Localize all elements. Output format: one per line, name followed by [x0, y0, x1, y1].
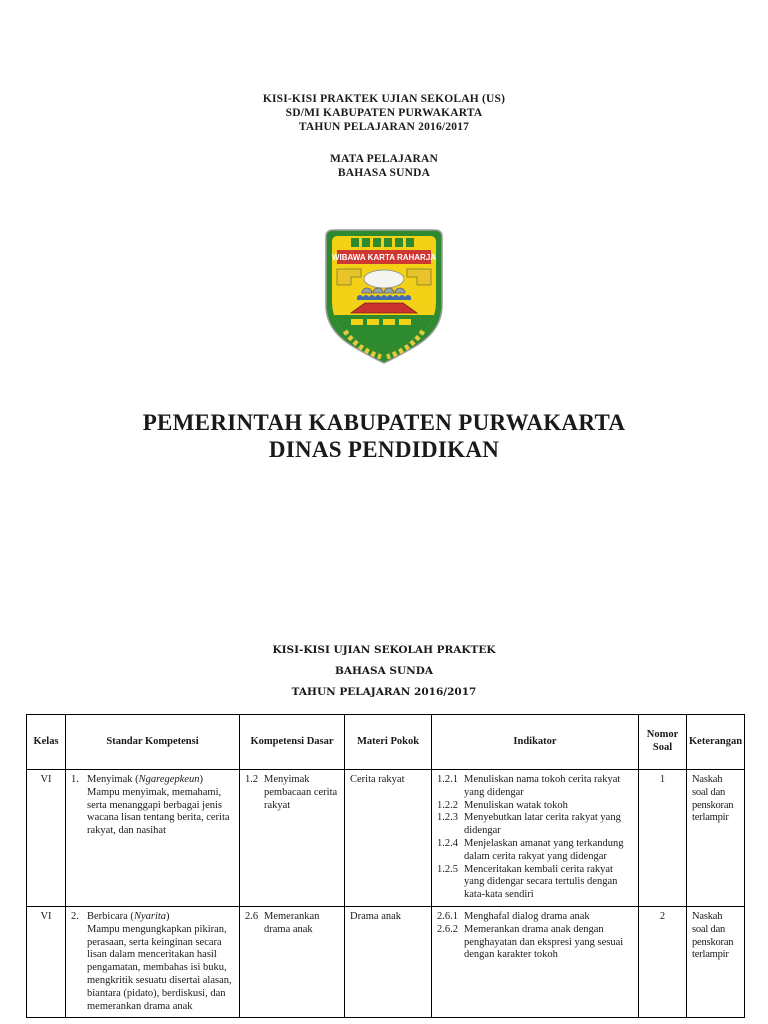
indikator-text: Menjelaskan amanat yang terkandung dalam cerita rakyat yang didengar: [464, 837, 624, 862]
indikator-text: Menghafal dialog drama anak: [464, 911, 590, 922]
indikator-item: [437, 774, 633, 800]
header-line-3: TAHUN PELAJARAN 2016/2017: [298, 121, 470, 133]
sk-title-pre: Menyimak (: [87, 774, 139, 785]
nomor-soal-line2: Soal: [652, 742, 673, 753]
sk-title: [87, 911, 234, 924]
title-line-1: PEMERINTAH KABUPATEN PURWAKARTA: [142, 410, 626, 435]
col-header-standar-kompetensi: Standar Kompetensi: [66, 715, 240, 770]
kisi-kisi-table: [26, 714, 745, 1018]
nomor-soal-line1: Nomor: [646, 729, 679, 741]
indikator-item: [437, 864, 633, 902]
sk-description: Mampu menyimak, memahami, serta menanggapi berbagai jenis wacana lisan tentang berita, cerita rakyat, dan nasihat: [87, 786, 230, 837]
col-header-keterangan: Keterangan: [687, 715, 745, 770]
cell-materi-pokok: Cerita rakyat: [345, 770, 432, 907]
indikator-text: Menceritakan kembali cerita rakyat yang didengar secara tertulis dengan kata-kata sendiri: [464, 863, 618, 901]
indikator-item: [437, 838, 633, 864]
cell-kelas: VI: [27, 907, 66, 1018]
sk-title: [87, 774, 234, 787]
sk-title-pre: Berbicara (: [87, 911, 134, 922]
indikator-number: 1.2.3: [437, 812, 458, 824]
col-header-indikator: Indikator: [432, 715, 639, 770]
water-waves: [357, 295, 411, 300]
kd-number: 1.2: [245, 774, 259, 785]
indikator-text: Memerankan drama anak dengan penghayatan dan ekspresi yang sesuai dengan karakter tokoh: [464, 923, 624, 961]
cell-standar-kompetensi: [66, 770, 240, 907]
section-heading: [0, 640, 768, 703]
title-line-2: DINAS PENDIDIKAN: [268, 437, 500, 462]
purwakarta-crest-logo: [321, 227, 447, 365]
cell-standar-kompetensi: [66, 907, 240, 1018]
indikator-number: 1.2.2: [437, 799, 458, 811]
indikator-number: 2.6.2: [437, 923, 458, 935]
table-header-row: [27, 715, 745, 770]
cell-keterangan: Naskah soal dan penskoran terlampir: [687, 907, 745, 1018]
cell-keterangan: Naskah soal dan penskoran terlampir: [687, 770, 745, 907]
cell-indikator: [432, 770, 639, 907]
motto-text: WIBAWA KARTA RAHARJA: [331, 253, 437, 262]
col-header-kompetensi-dasar: Kompetensi Dasar: [240, 715, 345, 770]
sk-title-italic: Nyarita: [133, 911, 167, 922]
sk-number: 2.: [71, 911, 79, 922]
indikator-number: 1.2.4: [437, 837, 458, 849]
sk-description: Mampu mengungkapkan pikiran, perasaan, serta keinginan secara lisan dalam menceritakan hasil pengamatan, membahas isi buku, mengkritik sesuatu disertai alasan, biantara (pidato), berdiskusi, dan memerankan drama anak: [87, 923, 232, 1012]
section-line-3: TAHUN PELAJARAN 2016/2017: [291, 686, 477, 698]
subject-block: [0, 152, 768, 180]
indikator-number: 1.2.1: [437, 774, 458, 785]
indikator-text: Menuliskan watak tokoh: [464, 799, 568, 811]
cell-kompetensi-dasar: [240, 907, 345, 1018]
logo-container: [321, 227, 447, 365]
subject-name: BAHASA SUNDA: [337, 167, 431, 179]
dam-dome: [364, 270, 404, 288]
col-header-materi-pokok: Materi Pokok: [345, 715, 432, 770]
cell-indikator: [432, 907, 639, 1018]
sk-number: 1.: [71, 774, 79, 785]
col-header-nomor-soal: [639, 715, 687, 770]
indikator-item: [437, 800, 633, 813]
document-header: [0, 92, 768, 134]
indikator-item: [437, 911, 633, 924]
kd-number: 2.6: [245, 911, 259, 922]
indikator-text: Menyebutkan latar cerita rakyat yang didengar: [464, 812, 621, 837]
col-header-kelas: Kelas: [27, 715, 66, 770]
cell-kelas: VI: [27, 770, 66, 907]
section-line-2: BAHASA SUNDA: [334, 665, 434, 677]
kd-text: Menyimak pembacaan cerita rakyat: [264, 774, 338, 811]
table-container: [26, 714, 745, 1018]
table-row: [27, 770, 745, 907]
indikator-text: Menuliskan nama tokoh cerita rakyat yang didengar: [464, 774, 621, 798]
header-line-1: KISI-KISI PRAKTEK UJIAN SEKOLAH (US): [262, 93, 506, 105]
cell-kompetensi-dasar: [240, 770, 345, 907]
table-row: [27, 907, 745, 1018]
section-line-1: KISI-KISI UJIAN SEKOLAH PRAKTEK: [272, 644, 496, 656]
subject-label: MATA PELAJARAN: [329, 153, 439, 165]
sk-title-post: ): [199, 774, 203, 785]
indikator-item: [437, 812, 633, 838]
cell-nomor-soal: 2: [639, 907, 687, 1018]
indikator-item: [437, 924, 633, 962]
indikator-number: 2.6.1: [437, 911, 458, 922]
sk-title-italic: Ngaregepkeun: [138, 774, 200, 785]
indikator-number: 1.2.5: [437, 863, 458, 875]
cell-nomor-soal: 1: [639, 770, 687, 907]
cell-materi-pokok: Drama anak: [345, 907, 432, 1018]
header-line-2: SD/MI KABUPATEN PURWAKARTA: [285, 107, 483, 119]
kd-text: Memerankan drama anak: [264, 911, 320, 935]
sk-title-post: ): [166, 911, 170, 922]
document-title: [0, 409, 768, 463]
